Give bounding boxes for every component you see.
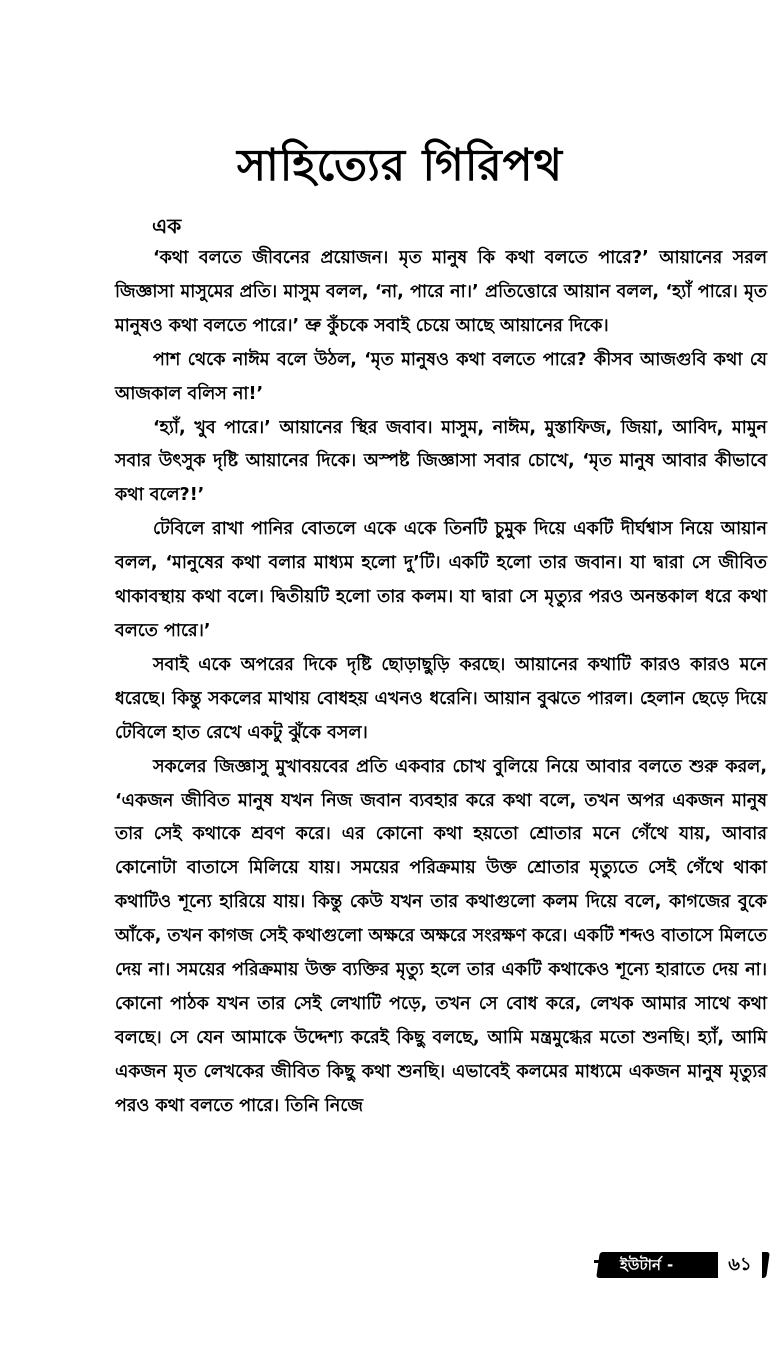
chapter-title: সাহিত্যের গিরিপথ: [236, 140, 564, 191]
paragraph: টেবিলে রাখা পানির বোতলে একে একে তিনটি চুমুক দিয়ে একটি দীর্ঘশ্বাস নিয়ে আয়ান বলল, ‘মানুষের কথা বলার মাধ্যম হলো দু’টি। একটি হলো তার জবান। যা দ্বারা সে জীবিত থাকাবস্থায় কথা বলে। দ্বিতীয়টি হলো তার কলম। যা দ্বারা সে মৃত্যুর পরও অনন্তকাল ধরে কথা বলতে পারে।’: [115, 519, 767, 641]
section-label: এক: [152, 214, 182, 238]
body-text: [115, 242, 767, 1124]
paragraph: ‘কথা বলতে জীবনের প্রয়োজন। মৃত মানুষ কি কথা বলতে পারে?’ আয়ানের সরল জিজ্ঞাসা মাসুমের প্রতি। মাসুম বলল, ‘না, পারে না।’ প্রতিত্তোরে আয়ান বলল, ‘হ্যাঁ পারে। মৃত মানুষও কথা বলতে পারে।’ ভ্রু কুঁচকে সবাই চেয়ে আছে আয়ানের দিকে।: [115, 248, 767, 336]
paragraph: ‘হ্যাঁ, খুব পারে।’ আয়ানের স্থির জবাব। মাসুম, নাঈম, মুস্তাফিজ, জিয়া, আবিদ, মামুন সবার উৎসুক দৃষ্টি আয়ানের দিকে। অস্পষ্ট জিজ্ঞাসা সবার চোখে, ‘মৃত মানুষ আবার কীভাবে কথা বলে?!’: [115, 417, 767, 506]
footer-separator: -: [666, 1256, 674, 1274]
footer-book-title-group: [620, 1252, 679, 1278]
paragraph: পাশ থেকে নাঈম বলে উঠল, ‘মৃত মানুষও কথা বলতে পারে? কীসব আজগুবি কথা যে আজকাল বলিস না!’: [115, 349, 767, 404]
paragraph: সবাই একে অপরের দিকে দৃষ্টি ছোড়াছুড়ি করছে। আয়ানের কথাটি কারও কারও মনে ধরেছে। কিন্তু সকলের মাথায় বোধহয় এখনও ধরেনি। আয়ান বুঝতে পারল। হেলান ছেড়ে দিয়ে টেবিলে হাত রেখে একটু ঝুঁকে বসল।: [115, 654, 767, 743]
page-number: ৬১: [718, 1248, 762, 1282]
footer-book-title: ইউটার্ন: [620, 1256, 661, 1274]
paragraph: সকলের জিজ্ঞাসু মুখাবয়বের প্রতি একবার চোখ বুলিয়ে নিয়ে আবার বলতে শুরু করল, ‘একজন জীবিত মানুষ যখন নিজ জবান ব্যবহার করে কথা বলে, তখন অপর একজন মানুষ তার সেই কথাকে শ্রবণ করে। এর কোনো কথা হয়তো শ্রোতার মনে গেঁথে যায়, আবার কোনোটা বাতাসে মিলিয়ে যায়। সময়ের পরিক্রমায় উক্ত শ্রোতার মৃত্যুতে সেই গেঁথে থাকা কথাটিও শূন্যে হারিয়ে যায়। কিন্তু কেউ যখন তার কথাগুলো কলম দিয়ে বলে, কাগজের বুকে আঁকে, তখন কাগজ সেই কথাগুলো অক্ষরে অক্ষরে সংরক্ষণ করে। একটি শব্দও বাতাসে মিলতে দেয় না। সময়ের পরিক্রমায় উক্ত ব্যক্তির মৃত্যু হলে তার একটি কথাকেও শূন্যে হারাতে দেয় না। কোনো পাঠক যখন তার সেই লেখাটি পড়ে, তখন সে বোধ করে, লেখক আমার সাথে কথা বলছে। সে যেন আমাকে উদ্দেশ্য করেই কিছু বলছে, আমি মন্ত্রমুগ্ধের মতো শুনছি। হ্যাঁ, আমি একজন মৃত লেখকের জীবিত কিছু কথা শুনছি। এভাবেই কলমের মাধ্যমে একজন মানুষ মৃত্যুর পরও কথা বলতে পারে। তিনি নিজে: [115, 756, 767, 1116]
page-footer: [598, 1248, 768, 1282]
